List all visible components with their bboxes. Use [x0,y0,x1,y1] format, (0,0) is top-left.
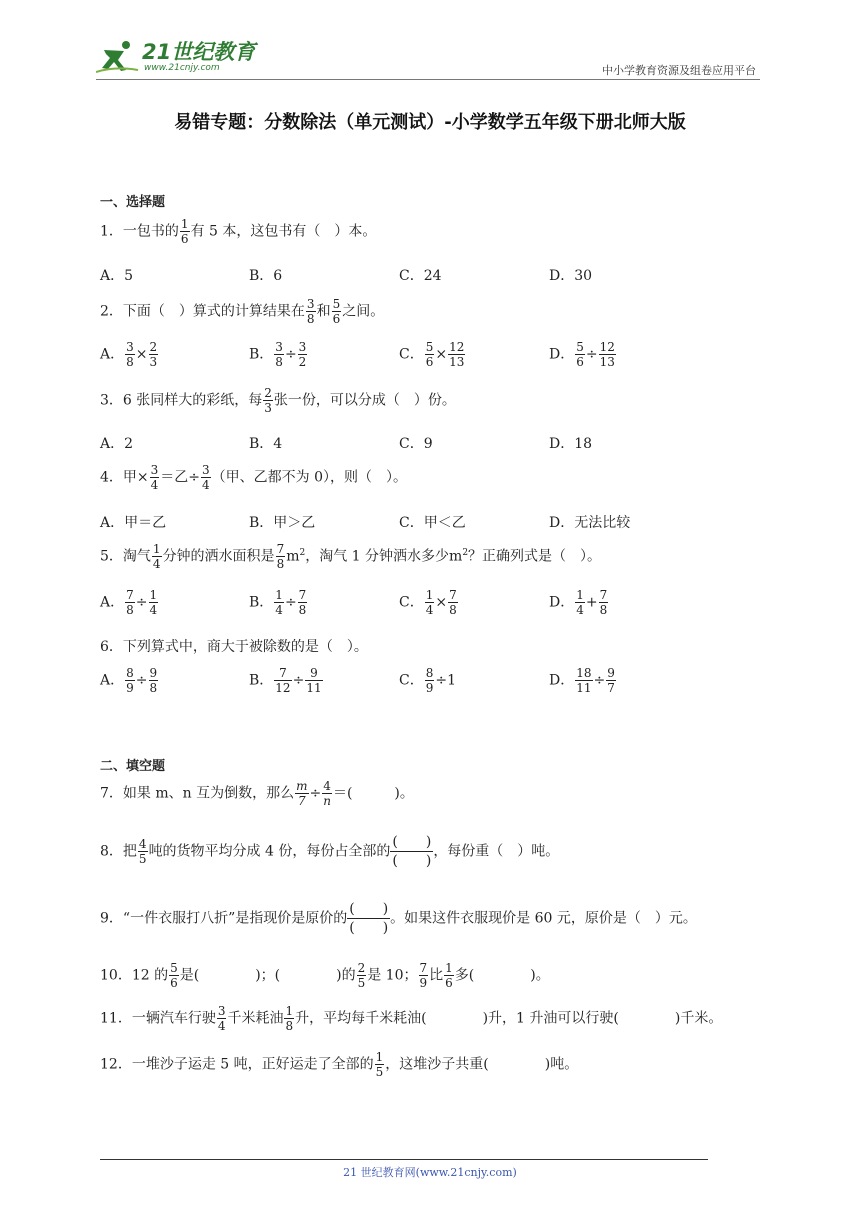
q2-b-frac-1: $\frac{3}{8}$ [275,340,283,369]
q2-option-d[interactable]: D． $\frac{5}{6}$ ÷ $\frac{12}{13}$ [549,340,615,369]
q3-option-b[interactable]: B．4 [249,436,283,452]
question-10: 10．12 的 $\frac{5}{6}$ 是( )；( )的 $\frac{2}{5}$ 是 10； $\frac{7}{9}$ 比 $\frac{1}{6}$ 多( )。 [100,961,550,990]
q10-fraction-1: $\frac{5}{6}$ [170,961,178,990]
q6-option-b[interactable]: B． $\frac{7}{12}$ ÷ $\frac{9}{11}$ [249,666,322,695]
q12-fraction: $\frac{1}{5}$ [375,1050,384,1079]
question-1 [100,217,376,246]
q4-text-end: （甲、乙都不为 0），则（ ）。 [211,469,408,486]
q1-text: 1．一包书的 [100,223,179,240]
question-7: 7．如果 m、n 互为倒数，那么 $\frac{m}{7}$ ÷ $\frac{4}{n}$ ＝( )。 [100,779,414,808]
q3-text: 3．6 张同样大的彩纸，每 [100,392,263,409]
q10-fraction-4: $\frac{1}{6}$ [445,961,453,990]
q5-c-frac-2: $\frac{7}{8}$ [449,588,457,617]
q8-blank-fraction[interactable]: $\frac{( )}{( )}$ [392,834,432,869]
q8-text: 8．把 [100,843,137,860]
q2-d-frac-1: $\frac{5}{6}$ [576,340,584,369]
q1-text-end: 有 5 本，这包书有（ ）本。 [190,223,377,240]
q2-b-frac-2: $\frac{3}{2}$ [298,340,307,369]
question-5: 5．淘气 $\frac{1}{4}$ 分钟的洒水面积是 $\frac{7}{8}$ $m^2$，淘气 1 分钟洒水多少$m^2$？正确列式是（ ）。 [100,542,602,571]
q6-option-c[interactable]: C． $\frac{8}{9}$ ÷1 [399,666,456,695]
q3-option-c[interactable]: C．9 [399,436,433,452]
q8-fraction: $\frac{4}{5}$ [138,837,147,866]
question-12 [100,1050,578,1079]
q11-fraction-1: $\frac{3}{4}$ [217,1004,226,1033]
q10-fraction-3: $\frac{7}{9}$ [419,961,428,990]
question-4 [100,463,407,492]
q6-d-frac-1: $\frac{18}{11}$ [576,666,592,695]
q6-b-frac-2: $\frac{9}{11}$ [306,666,322,695]
q7-text: 7．如果 m、n 互为倒数，那么 [100,785,295,802]
logo-text: 21世纪教育 [142,40,256,64]
q10-text: 10．12 的 [100,967,169,984]
question-2 [100,297,384,326]
q2-c-frac-2: $\frac{12}{13}$ [449,340,465,369]
q2-fraction-1: $\frac{3}{8}$ [306,297,315,326]
q2-option-b[interactable]: B． $\frac{3}{8}$ ÷ $\frac{3}{2}$ [249,340,307,369]
q2-c-frac-1: $\frac{5}{6}$ [425,340,434,369]
q2-a-frac-1: $\frac{3}{8}$ [126,340,134,369]
q5-text: 5．淘气 [100,548,151,565]
runner-logo-icon [96,40,140,74]
q4-fraction-2: $\frac{3}{4}$ [202,463,210,492]
section-choice-title: 一、选择题 [100,195,166,210]
q2-text-mid: 和 [316,303,331,320]
q5-option-c[interactable]: C． $\frac{1}{4}$ × $\frac{7}{8}$ [399,588,457,617]
q6-option-a[interactable]: A． $\frac{8}{9}$ ÷ $\frac{9}{8}$ [100,666,158,695]
q6-a-frac-1: $\frac{8}{9}$ [126,666,134,695]
logo-url: www.21cnjy.com [144,63,220,73]
q5-d-frac-2: $\frac{7}{8}$ [599,588,608,617]
q2-text-end: 之间。 [342,303,385,320]
q8-text-mid: 吨的货物平均分成 4 份，每份占全部的 [148,843,391,860]
q5-text-end-2: ？正确列式是（ ）。 [468,548,602,565]
q2-d-frac-2: $\frac{12}{13}$ [599,340,615,369]
q5-d-frac-1: $\frac{1}{4}$ [576,588,584,617]
q4-text-mid: ＝乙÷ [160,469,201,486]
q4-option-b[interactable]: B．甲＞乙 [249,515,316,531]
question-9 [100,900,697,937]
q1-option-b[interactable]: B．6 [249,268,283,284]
question-3 [100,386,456,415]
q6-b-frac-1: $\frac{7}{12}$ [275,666,291,695]
q11-text: 11．一辆汽车行驶 [100,1010,216,1027]
q7-fraction-1: $\frac{m}{7}$ [296,779,308,808]
q2-text: 2．下面（ ）算式的计算结果在 [100,303,305,320]
q2-option-a[interactable]: A． $\frac{3}{8}$ × $\frac{2}{3}$ [100,340,158,369]
q12-text-end: ，这堆沙子共重( )吨。 [385,1056,579,1073]
q10-fraction-2: $\frac{2}{5}$ [357,961,366,990]
q5-text-mid: 分钟的洒水面积是 [162,548,275,565]
q9-blank-fraction[interactable]: $\frac{( )}{( )}$ [349,901,389,936]
logo [96,34,266,78]
q6-a-frac-2: $\frac{9}{8}$ [149,666,158,695]
q4-option-c[interactable]: C．甲＜乙 [399,515,466,531]
document-title: 易错专题：分数除法（单元测试）-小学数学五年级下册北师大版 [174,112,686,133]
header-divider [96,79,760,80]
footer-link[interactable]: 21 世纪教育网(www.21cnjy.com) [343,1166,517,1179]
q4-fraction-1: $\frac{3}{4}$ [150,463,159,492]
q5-option-a[interactable]: A． $\frac{7}{8}$ ÷ $\frac{1}{4}$ [100,588,158,617]
question-11: 11．一辆汽车行驶 $\frac{3}{4}$ 千米耗油 $\frac{1}{8}$ 升，平均每千米耗油( )升，1 升油可以行驶( )千米。 [100,1004,723,1033]
question-8 [100,833,559,870]
q3-fraction: $\frac{2}{3}$ [264,386,272,415]
q5-a-frac-2: $\frac{1}{4}$ [149,588,158,617]
q7-text-end[interactable]: ＝( )。 [332,785,414,802]
q12-text: 12．一堆沙子运走 5 吨，正好运走了全部的 [100,1056,374,1073]
q5-option-b[interactable]: B． $\frac{1}{4}$ ÷ $\frac{7}{8}$ [249,588,307,617]
q1-option-d[interactable]: D．30 [549,268,593,284]
q11-text-end: 升，平均每千米耗油( )升，1 升油可以行驶( )千米。 [295,1010,723,1027]
q5-text-end: ，淘气 1 分钟洒水多少 [305,548,450,565]
q6-c-frac-1: $\frac{8}{9}$ [425,666,434,695]
q5-fraction-2: $\frac{7}{8}$ [276,542,285,571]
q5-a-frac-1: $\frac{7}{8}$ [126,588,134,617]
q2-fraction-2: $\frac{5}{6}$ [332,297,341,326]
q5-b-frac-1: $\frac{1}{4}$ [275,588,283,617]
q1-fraction: $\frac{1}{6}$ [180,217,189,246]
header-platform-text: 中小学教育资源及组卷应用平台 [602,64,756,77]
q1-option-a[interactable]: A．5 [100,268,134,284]
question-6: 6．下列算式中，商大于被除数的是（ ）。 [100,639,368,655]
q3-text-end: 张一份，可以分成（ ）份。 [273,392,456,409]
q5-c-frac-1: $\frac{1}{4}$ [425,588,434,617]
q2-option-c[interactable]: C． $\frac{5}{6}$ × $\frac{12}{13}$ [399,340,465,369]
q3-option-d[interactable]: D．18 [549,436,593,452]
q9-text-end: 。如果这件衣服现价是 60 元，原价是（ ）元。 [390,910,697,927]
q9-text: 9．“一件衣服打八折”是指现价是原价的 [100,910,348,927]
q6-option-d[interactable]: D． $\frac{18}{11}$ ÷ $\frac{9}{7}$ [549,666,615,695]
q5-b-frac-2: $\frac{7}{8}$ [298,588,307,617]
q8-text-end: ，每份重（ ）吨。 [433,843,560,860]
q3-option-a[interactable]: A．2 [100,436,134,452]
q1-option-c[interactable]: C．24 [399,268,442,284]
q11-fraction-2: $\frac{1}{8}$ [285,1004,294,1033]
q5-fraction-1: $\frac{1}{4}$ [152,542,161,571]
q7-fraction-2: $\frac{4}{n}$ [323,779,331,808]
q4-text: 4．甲× [100,469,149,486]
page-header [96,30,760,82]
q5-option-d[interactable]: D． $\frac{1}{4}$ + $\frac{7}{8}$ [549,588,608,617]
q4-option-a[interactable]: A．甲＝乙 [100,515,167,531]
q2-a-frac-2: $\frac{2}{3}$ [149,340,158,369]
footer-divider [100,1159,708,1160]
section-fill-title: 二、填空题 [100,759,166,774]
q4-option-d[interactable]: D．无法比较 [549,515,631,531]
q6-d-frac-2: $\frac{9}{7}$ [607,666,615,695]
